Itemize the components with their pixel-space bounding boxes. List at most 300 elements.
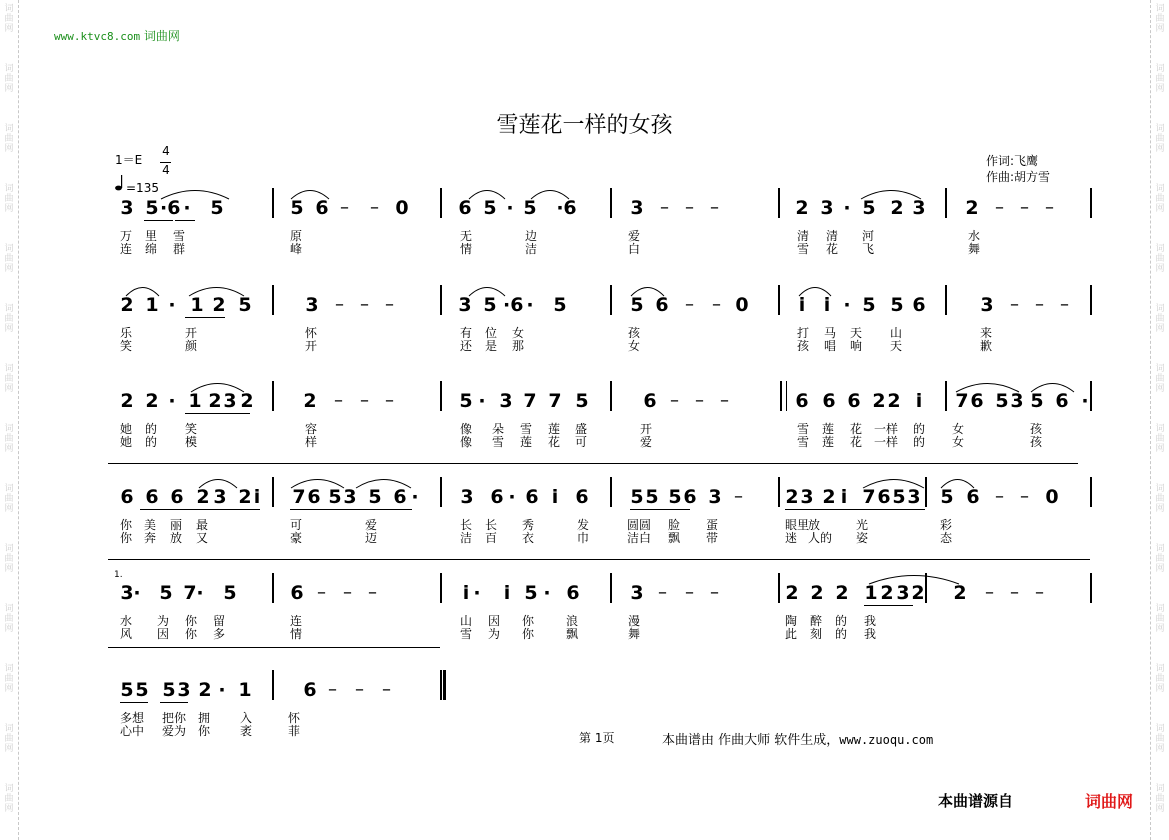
note: 2 xyxy=(196,486,210,508)
note: 0 xyxy=(1045,486,1059,508)
credit-domain[interactable]: www.zuoqu.com xyxy=(839,733,934,747)
note: 2 xyxy=(120,390,134,412)
lyric-verse-2: 为 xyxy=(488,627,501,641)
bar-line xyxy=(440,188,442,218)
watermark-text: 词 曲 网 xyxy=(4,544,14,574)
lyric-verse-1: 的 xyxy=(835,614,848,628)
bar-line xyxy=(272,188,274,218)
lyric-verse-2: 爱为 xyxy=(162,724,187,738)
note: 5 xyxy=(995,390,1009,412)
watermark-text: 词 曲 网 xyxy=(4,124,14,154)
note: 3 xyxy=(896,582,910,604)
composer-credit: 作曲:胡方雪 xyxy=(986,170,1051,184)
lyric-verse-2: 袤 xyxy=(240,724,253,738)
lyric-verse-1: 万 xyxy=(120,229,133,243)
slur-arc xyxy=(468,285,506,297)
key-signature: 1＝E xyxy=(115,153,143,167)
lyric-verse-1: 爱 xyxy=(628,229,641,243)
note: 5 xyxy=(630,486,644,508)
note: · xyxy=(506,197,514,219)
note: 5 xyxy=(483,294,497,316)
note: 5 xyxy=(630,294,644,316)
lyric-verse-1: 水 xyxy=(968,229,981,243)
note: 6 xyxy=(1055,390,1069,412)
note: 7 xyxy=(183,582,197,604)
lyric-verse-2: 她 xyxy=(120,435,133,449)
note: 5 xyxy=(524,582,538,604)
sustain-dash: – xyxy=(685,197,694,218)
lyric-verse-2: 巾 xyxy=(577,531,590,545)
end-repeat-bar-line xyxy=(443,670,446,700)
watermark-text: 词 曲 网 xyxy=(1155,244,1165,274)
lyric-verse-1: 清 xyxy=(797,229,810,243)
note: 5 xyxy=(645,486,659,508)
lyric-verse-1: 位 xyxy=(485,326,498,340)
sustain-dash: – xyxy=(660,197,669,218)
system-rule xyxy=(108,647,440,648)
note: 5 xyxy=(892,486,906,508)
note: 2 xyxy=(145,390,159,412)
note: 5 xyxy=(668,486,682,508)
site-url[interactable]: www.ktvc8.com xyxy=(54,30,141,43)
lyric-verse-2: 雪 xyxy=(797,435,810,449)
note: 2 xyxy=(835,582,849,604)
watermark-text: 词 曲 网 xyxy=(4,4,14,34)
sustain-dash: – xyxy=(343,582,352,603)
lyric-verse-1: 长 xyxy=(460,518,473,532)
note: 2 xyxy=(880,582,894,604)
quarter-note-icon xyxy=(115,175,123,191)
lyric-verse-2: 的 xyxy=(913,435,926,449)
lyric-verse-1: 有 xyxy=(460,326,473,340)
note: · xyxy=(556,197,564,219)
lyric-verse-1: 你 xyxy=(185,614,198,628)
slur-arc xyxy=(160,188,230,200)
note: 6 xyxy=(393,486,407,508)
lyric-verse-2: 又 xyxy=(196,531,209,545)
lyric-verse-2: 我 xyxy=(864,627,877,641)
note: 3 xyxy=(458,294,472,316)
sustain-dash: – xyxy=(995,486,1004,507)
site-name[interactable]: 词曲网 xyxy=(143,29,180,43)
sustain-dash: – xyxy=(368,582,377,603)
beam-underline xyxy=(144,220,173,221)
credit-text: 本曲谱由 作曲大师 软件生成， xyxy=(662,733,840,748)
sustain-dash: – xyxy=(1045,197,1054,218)
note: 6 xyxy=(458,197,472,219)
note: 6 xyxy=(490,486,504,508)
watermark-text: 词 曲 网 xyxy=(1155,124,1165,154)
sustain-dash: – xyxy=(334,390,343,411)
note: · xyxy=(843,294,851,316)
lyric-verse-2: 舞 xyxy=(968,242,981,256)
note: ·6 xyxy=(503,294,524,316)
note: 6 xyxy=(970,390,984,412)
lyric-verse-2: 唱 xyxy=(824,339,837,353)
lyric-verse-2: 雪 xyxy=(797,242,810,256)
slur-arc xyxy=(530,188,570,200)
note: 3 xyxy=(630,582,644,604)
note: · xyxy=(196,582,204,604)
note: 1 xyxy=(238,679,252,701)
bar-line xyxy=(440,670,442,700)
bar-line xyxy=(272,573,274,603)
note: 6 xyxy=(307,486,321,508)
beam-underline xyxy=(120,702,148,703)
note: 5 xyxy=(553,294,567,316)
beam-underline xyxy=(185,317,225,318)
note: 6 xyxy=(315,197,329,219)
lyric-verse-2: 你 xyxy=(120,531,133,545)
note: 6 xyxy=(643,390,657,412)
note: 3 xyxy=(1010,390,1024,412)
note: 3 xyxy=(223,390,237,412)
note: 5 xyxy=(223,582,237,604)
lyric-verse-2: 心中 xyxy=(120,724,145,738)
note: 2 xyxy=(212,294,226,316)
lyric-verse-1: 发 xyxy=(577,518,590,532)
note: i xyxy=(462,582,470,604)
lyric-verse-1: 把你 xyxy=(162,711,187,725)
lyric-verse-2: 百 xyxy=(485,531,498,545)
lyric-verse-1: 山 xyxy=(460,614,473,628)
watermark-text: 词 曲 网 xyxy=(1155,484,1165,514)
bar-line xyxy=(610,285,612,315)
note: 5 xyxy=(862,197,876,219)
lyric-verse-2: 情 xyxy=(460,242,473,256)
slur-arc xyxy=(468,188,506,200)
note: 7 xyxy=(548,390,562,412)
note: i xyxy=(798,294,806,316)
lyric-verse-1: 开 xyxy=(185,326,198,340)
note: 6 xyxy=(566,582,580,604)
lyric-verse-2: 人的 xyxy=(808,531,833,545)
lyric-verse-1: 秀 xyxy=(522,518,535,532)
bar-line xyxy=(1090,573,1092,603)
sustain-dash: – xyxy=(355,679,364,700)
note: 3 xyxy=(177,679,191,701)
note: 5 xyxy=(135,679,149,701)
note: 3 xyxy=(820,197,834,219)
lyric-verse-2: 笑 xyxy=(120,339,133,353)
watermark-text: 词 曲 网 xyxy=(1155,4,1165,34)
note: 5 xyxy=(290,197,304,219)
note: · xyxy=(168,390,176,412)
lyric-verse-1: 怀 xyxy=(288,711,301,725)
lyric-verse-1: 留 xyxy=(213,614,226,628)
note: 3 xyxy=(907,486,921,508)
note: 0 xyxy=(395,197,409,219)
lyric-verse-1: 醉 xyxy=(810,614,823,628)
note: 5 xyxy=(120,679,134,701)
lyric-verse-2: 爱 xyxy=(640,435,653,449)
lyric-verse-1: 盛 xyxy=(575,422,588,436)
sustain-dash: – xyxy=(1020,486,1029,507)
lyric-verse-2: 一样 xyxy=(874,435,899,449)
slur-arc xyxy=(860,188,922,200)
note: 2 xyxy=(198,679,212,701)
lyric-verse-1: 笑 xyxy=(185,422,198,436)
sustain-dash: – xyxy=(328,679,337,700)
volta-label: 1. xyxy=(114,570,123,580)
beam-underline xyxy=(140,509,260,510)
note: 6 xyxy=(525,486,539,508)
sustain-dash: – xyxy=(1010,294,1019,315)
lyric-verse-1: 莲 xyxy=(822,422,835,436)
beam-underline xyxy=(160,702,188,703)
lyric-verse-2: 峰 xyxy=(290,242,303,256)
lyric-verse-2: 响 xyxy=(850,339,863,353)
note: 1 xyxy=(190,294,204,316)
note: 1 xyxy=(145,294,159,316)
sustain-dash: – xyxy=(385,390,394,411)
lyric-verse-2: 洁白 xyxy=(627,531,652,545)
bar-line xyxy=(440,477,442,507)
sustain-dash: – xyxy=(360,390,369,411)
note: 2 xyxy=(208,390,222,412)
lyric-verse-1: 乐 xyxy=(120,326,133,340)
time-signature-bottom: 4 xyxy=(162,163,170,177)
note: 7 xyxy=(955,390,969,412)
sustain-dash: – xyxy=(720,390,729,411)
note: 5 xyxy=(890,294,904,316)
note: 7 xyxy=(292,486,306,508)
note: 5 xyxy=(940,486,954,508)
slur-arc xyxy=(1030,381,1075,393)
lyric-verse-1: 无 xyxy=(460,229,473,243)
lyric-verse-2: 连 xyxy=(120,242,133,256)
watermark-text: 词 曲 网 xyxy=(1155,544,1165,574)
note: 3 xyxy=(120,582,134,604)
lyric-verse-1: 因 xyxy=(488,614,501,628)
note: 3 xyxy=(912,197,926,219)
note: 6 xyxy=(145,486,159,508)
lyric-verse-2: 歉 xyxy=(980,339,993,353)
lyric-verse-2: 豪 xyxy=(290,531,303,545)
slur-arc xyxy=(190,381,245,393)
lyric-verse-1: 漫 xyxy=(628,614,641,628)
sustain-dash: – xyxy=(1060,294,1069,315)
lyric-verse-2: 模 xyxy=(185,435,198,449)
lyric-verse-2: 样 xyxy=(305,435,318,449)
note: 2 xyxy=(887,390,901,412)
lyric-verse-2: 像 xyxy=(460,435,473,449)
site-header[interactable] xyxy=(54,27,180,44)
note: 6 xyxy=(822,390,836,412)
sustain-dash: – xyxy=(685,294,694,315)
lyric-verse-2: 衣 xyxy=(522,531,535,545)
lyric-verse-2: 开 xyxy=(305,339,318,353)
lyric-verse-2: 可 xyxy=(575,435,588,449)
lyric-verse-2: 菲 xyxy=(288,724,301,738)
note: 2 xyxy=(795,197,809,219)
time-signature-top: 4 xyxy=(162,144,170,158)
note: 3 xyxy=(460,486,474,508)
bar-line xyxy=(778,477,780,507)
lyric-verse-1: 女 xyxy=(952,422,965,436)
note: 5 xyxy=(862,294,876,316)
lyric-verse-2: 迷 xyxy=(785,531,798,545)
bar-line xyxy=(272,670,274,700)
lyric-verse-1: 莲 xyxy=(548,422,561,436)
watermark-text: 词 曲 网 xyxy=(1155,724,1165,754)
note: 2 xyxy=(822,486,836,508)
lyric-verse-1: 蛋 xyxy=(706,518,719,532)
tempo-marking: =135 xyxy=(126,181,159,195)
note: 6 xyxy=(170,486,184,508)
note: · xyxy=(133,582,141,604)
beam-underline xyxy=(290,509,412,510)
watermark-text: 词 曲 网 xyxy=(4,604,14,634)
page-number: 第 1页 xyxy=(579,731,615,745)
bar-line xyxy=(610,573,612,603)
watermark-text: 词 曲 网 xyxy=(4,64,14,94)
note: i xyxy=(503,582,511,604)
sustain-dash: – xyxy=(710,582,719,603)
lyric-verse-2: 情 xyxy=(290,627,303,641)
note: 1 xyxy=(188,390,202,412)
lyric-verse-1: 水 xyxy=(120,614,133,628)
lyric-verse-2: 那 xyxy=(512,339,525,353)
sustain-dash: – xyxy=(710,197,719,218)
software-credit xyxy=(662,729,933,748)
note: 6 xyxy=(966,486,980,508)
bar-line xyxy=(1090,477,1092,507)
sustain-dash: – xyxy=(985,582,994,603)
lyric-verse-1: 里 xyxy=(145,229,158,243)
system-rule xyxy=(108,463,1078,464)
beam-underline xyxy=(630,509,690,510)
lyric-verse-2: 姿 xyxy=(856,531,869,545)
watermark-text: 词 曲 网 xyxy=(4,664,14,694)
lyric-verse-1: 我 xyxy=(864,614,877,628)
note: 5 xyxy=(459,390,473,412)
note: 5 xyxy=(162,679,176,701)
slur-arc xyxy=(290,477,345,489)
lyric-verse-1: 马 xyxy=(824,326,837,340)
lyric-verse-2: 是 xyxy=(485,339,498,353)
note: 5 xyxy=(210,197,224,219)
note: 3 xyxy=(343,486,357,508)
sustain-dash: – xyxy=(317,582,326,603)
note: i xyxy=(840,486,848,508)
lyric-verse-1: 连 xyxy=(290,614,303,628)
slur-arc xyxy=(290,188,330,200)
watermark-text: 词 曲 网 xyxy=(4,184,14,214)
watermark-text: 词 曲 网 xyxy=(1155,604,1165,634)
note: 6 xyxy=(655,294,669,316)
note: 2 xyxy=(965,197,979,219)
lyric-verse-2: 带 xyxy=(706,531,719,545)
note: 6 xyxy=(795,390,809,412)
lyric-verse-2: 孩 xyxy=(797,339,810,353)
lyric-verse-2: 因 xyxy=(157,627,170,641)
note: 5 xyxy=(483,197,497,219)
note: 5 xyxy=(145,197,159,219)
note: 6 xyxy=(563,197,577,219)
watermark-text: 词 曲 网 xyxy=(4,304,14,334)
note: 2 xyxy=(810,582,824,604)
lyric-verse-1: 彩 xyxy=(940,518,953,532)
note: · xyxy=(843,197,851,219)
note: 6 xyxy=(303,679,317,701)
lyric-verse-1: 天 xyxy=(850,326,863,340)
lyric-verse-1: 河 xyxy=(862,229,875,243)
lyric-verse-1: 她 xyxy=(120,422,133,436)
bar-line xyxy=(778,573,780,603)
note: 2 xyxy=(911,582,925,604)
lyric-verse-1: 你 xyxy=(522,614,535,628)
note: · xyxy=(183,197,191,219)
watermark-text: 词 曲 网 xyxy=(1155,664,1165,694)
lyric-verse-2: 飘 xyxy=(668,531,681,545)
slur-arc xyxy=(355,477,412,489)
note: 2 xyxy=(785,486,799,508)
lyric-verse-2: 孩 xyxy=(1030,435,1043,449)
lyric-verse-2: 迈 xyxy=(365,531,378,545)
sustain-dash: – xyxy=(685,582,694,603)
lyric-verse-1: 孩 xyxy=(1030,422,1043,436)
bar-line xyxy=(440,285,442,315)
bar-line xyxy=(778,285,780,315)
lyric-verse-1: 长 xyxy=(485,518,498,532)
lyric-verse-1: 边 xyxy=(525,229,538,243)
lyric-verse-1: 可 xyxy=(290,518,303,532)
bar-line xyxy=(272,285,274,315)
sustain-dash: – xyxy=(370,197,379,218)
sustain-dash: – xyxy=(382,679,391,700)
lyric-verse-1: 放 xyxy=(808,518,821,532)
lyric-verse-2: 雪 xyxy=(492,435,505,449)
slur-arc xyxy=(862,477,925,489)
lyric-verse-1: 一样 xyxy=(874,422,899,436)
sustain-dash: – xyxy=(995,197,1004,218)
note: · xyxy=(1081,390,1089,412)
lyric-verse-1: 脸 xyxy=(668,518,681,532)
bar-line xyxy=(440,573,442,603)
lyric-verse-2: 奔 xyxy=(144,531,157,545)
lyric-verse-2: 天 xyxy=(890,339,903,353)
bar-line xyxy=(1090,188,1092,218)
beam-underline xyxy=(175,220,195,221)
lyric-verse-2: 刻 xyxy=(810,627,823,641)
watermark-text: 词 曲 网 xyxy=(4,784,14,814)
note: 3 xyxy=(980,294,994,316)
note: 7 xyxy=(523,390,537,412)
note: · xyxy=(526,294,534,316)
sustain-dash: – xyxy=(385,294,394,315)
lyric-verse-1: 女 xyxy=(512,326,525,340)
lyric-verse-1: 的 xyxy=(913,422,926,436)
lyric-verse-1: 清 xyxy=(826,229,839,243)
note: ·6 xyxy=(160,197,181,219)
source-logo[interactable]: 词曲网 xyxy=(1085,792,1134,811)
slur-arc xyxy=(198,477,238,489)
lyric-verse-2: 莲 xyxy=(520,435,533,449)
lyric-verse-1: 美 xyxy=(144,518,157,532)
watermark-text: 词 曲 网 xyxy=(4,484,14,514)
note: · xyxy=(218,679,226,701)
lyric-verse-1: 拥 xyxy=(198,711,211,725)
lyric-verse-2: 莲 xyxy=(822,435,835,449)
lyric-verse-1: 爱 xyxy=(365,518,378,532)
lyric-verse-1: 多想 xyxy=(120,711,145,725)
note: 2 xyxy=(890,197,904,219)
beam-underline xyxy=(864,605,913,606)
slur-arc xyxy=(940,477,975,489)
song-title: 雪莲花一样的女孩 xyxy=(496,113,673,138)
lyricist-credit: 作词:飞鹰 xyxy=(986,154,1039,168)
